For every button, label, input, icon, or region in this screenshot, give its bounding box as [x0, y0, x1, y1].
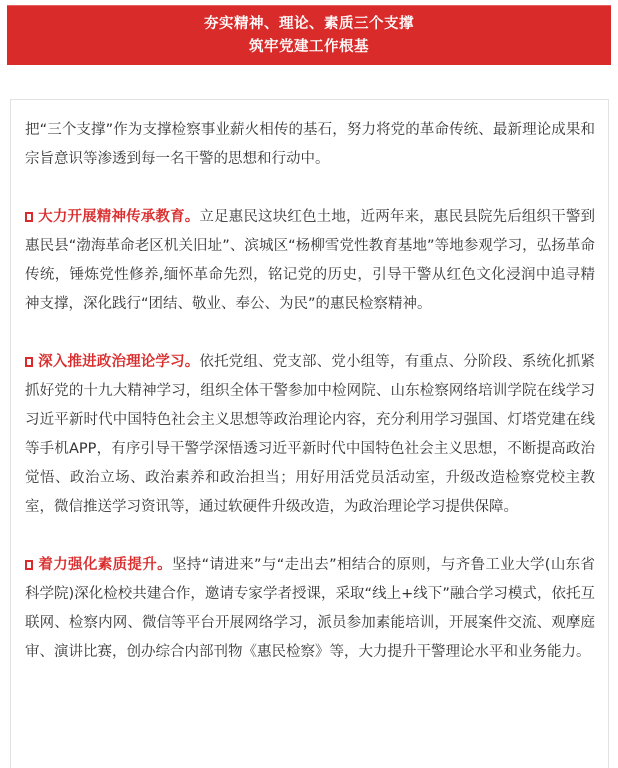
- title-line-1: 夯实精神、理论、素质三个支撑: [204, 15, 414, 32]
- article-body: [10, 99, 609, 768]
- section-body: 依托党组、党支部、党小组等，有重点、分阶段、系统化抓紧抓好党的十九大精神学习，组织全体干警参加中检网院、山东检察网络培训学院在线学习习近平新时代中国特色社会主义思想等政治理论内容，充分利用学习强国、灯塔党建在线等手机APP，有序引导干警学深悟透习近平新时代中国特色社会主义思想，不断提高政治觉悟、政治立场、政治素养和政治担当；用好用活党员活动室，升级改造检察党校主教室，微信推送学习资讯等，通过软硬件升级改造，为政治理论学习提供保障。: [25, 354, 596, 515]
- square-bullet-icon: [25, 357, 33, 367]
- section-heading: 着力强化素质提升。: [38, 557, 172, 573]
- square-bullet-icon: [25, 560, 33, 570]
- section-paragraph: [25, 551, 595, 667]
- section-body: 坚持“请进来”与“走出去”相结合的原则，与齐鲁工业大学(山东省科学院)深化检校共建合作，邀请专家学者授课，采取“线上+线下”融合学习模式，依托互联网、检察内网、微信等平台开展网络学习，派员参加素能培训，开展案件交流、观摩庭审、演讲比赛，创办综合内部刊物《惠民检察》等，大力提升干警理论水平和业务能力。: [25, 557, 596, 660]
- title-banner: [7, 5, 611, 65]
- section-paragraph: [25, 203, 595, 319]
- square-bullet-icon: [25, 212, 33, 222]
- section-body: 立足惠民这块红色土地，近两年来，惠民县院先后组织干警到惠民县“渤海革命老区机关旧址”、滨城区“杨柳雪党性教育基地”等地参观学习，弘扬革命传统，锤炼党性修养,缅怀革命先烈，铭记党的历史，引导干警从红色文化浸润中追寻精神支撑，深化践行“团结、敬业、奉公、为民”的惠民检察精神。: [25, 209, 596, 312]
- section-heading: 深入推进政治理论学习。: [38, 354, 200, 370]
- intro-paragraph: 把“三个支撑”作为支撑检察事业薪火相传的基石，努力将党的革命传统、最新理论成果和宗旨意识等渗透到每一名干警的思想和行动中。: [25, 122, 595, 167]
- title-line-2: 筑牢党建工作根基: [249, 38, 369, 55]
- section-paragraph: [25, 348, 595, 522]
- section-heading: 大力开展精神传承教育。: [38, 209, 200, 225]
